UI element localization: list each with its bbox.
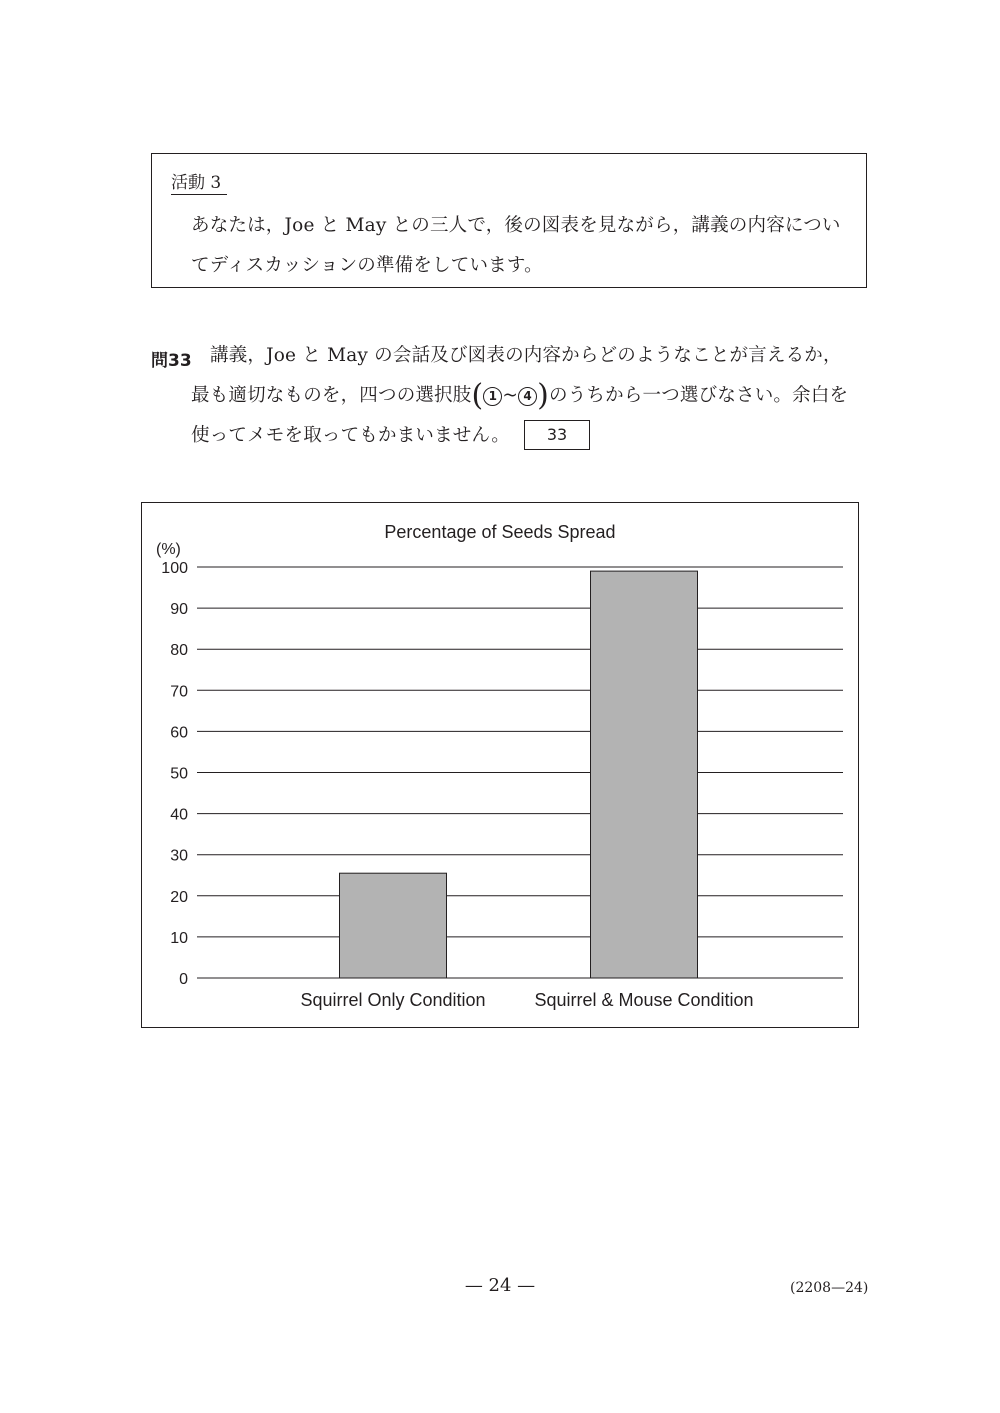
question-line-2: [191, 378, 849, 413]
close-paren: ): [537, 378, 550, 413]
y-tick-label-70: 70: [170, 683, 188, 701]
question-line-1: 講義，Joe と May の会話及び図表の内容からどのようなことが言えるか，: [210, 345, 842, 366]
answer-box: 33: [524, 420, 590, 450]
question-line-2-before: 最も適切なものを，四つの選択肢: [191, 385, 472, 406]
open-paren: (: [471, 378, 484, 413]
choice-last-circle: 4: [518, 387, 537, 406]
y-tick-label-90: 90: [170, 601, 188, 619]
activity-text: あなたは，Joe と May との三人で，後の図表を見ながら，講義の内容についてディスカッションの準備をしています。: [191, 215, 841, 276]
y-tick-label-20: 20: [170, 888, 188, 906]
question-line-3: 使ってメモを取ってもかまいません。: [191, 425, 511, 446]
chart-title: Percentage of Seeds Spread: [384, 522, 616, 542]
range-separator: ~: [502, 385, 519, 406]
y-tick-label-10: 10: [170, 929, 188, 947]
y-tick-label-30: 30: [170, 847, 188, 865]
question-line-2-after: のうちから一つ選びなさい。余白を: [549, 385, 849, 406]
y-axis-unit: (%): [156, 541, 181, 558]
bar-2: [591, 571, 698, 978]
y-tick-label-0: 0: [179, 971, 188, 988]
x-category-label-2: Squirrel & Mouse Condition: [534, 990, 754, 1010]
y-tick-label-80: 80: [170, 642, 188, 660]
bar-chart: [142, 503, 860, 1029]
page-code: (2208—24): [790, 1280, 869, 1296]
chart-box: [141, 502, 859, 1028]
y-tick-label-50: 50: [170, 765, 188, 783]
activity-box: [151, 153, 867, 288]
question-label: 問33: [151, 351, 192, 371]
bar-1: [340, 873, 447, 978]
page-number: — 24 —: [464, 1275, 536, 1296]
y-tick-label-40: 40: [170, 806, 188, 824]
x-category-label-1: Squirrel Only Condition: [300, 990, 486, 1010]
activity-title: 活動 3: [171, 172, 227, 195]
choice-first-circle: 1: [483, 387, 502, 406]
y-tick-label-60: 60: [170, 724, 188, 742]
y-tick-label-100: 100: [161, 560, 188, 577]
